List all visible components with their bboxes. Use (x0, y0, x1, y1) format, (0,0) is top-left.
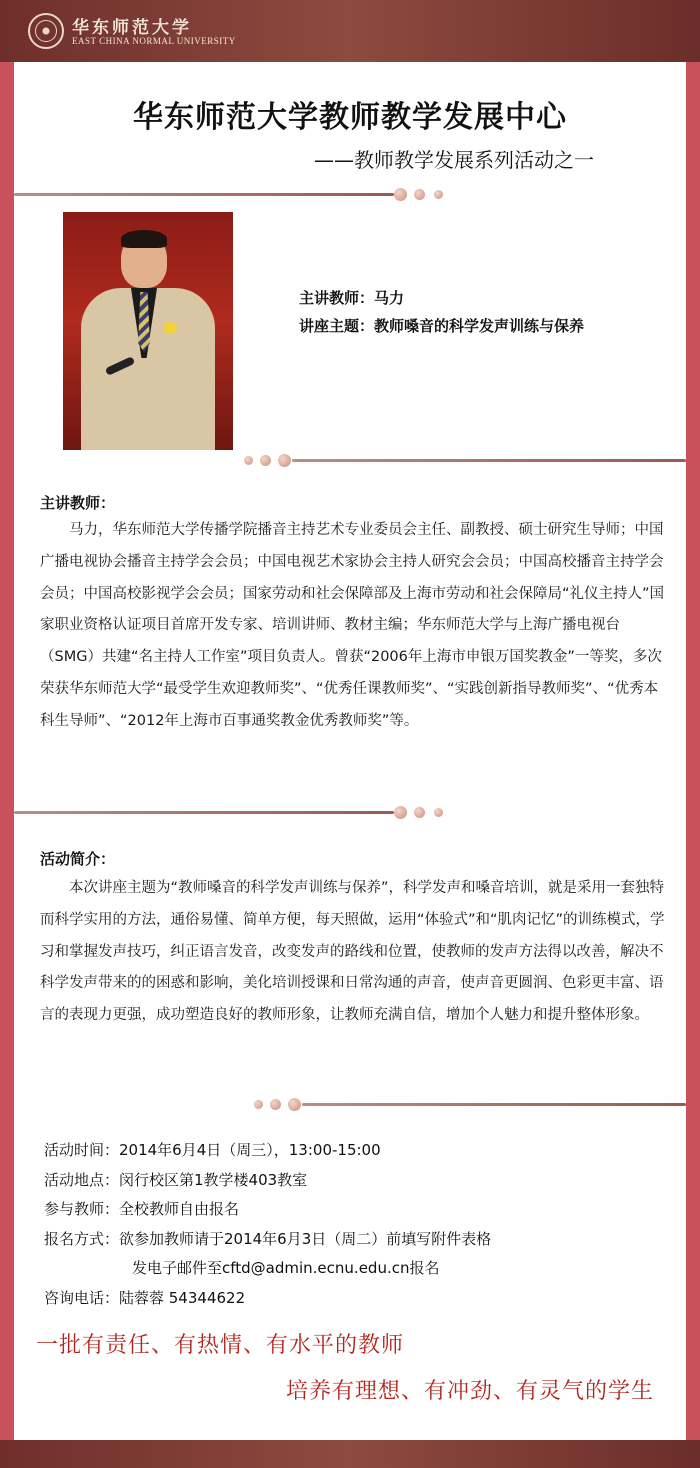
university-name-cn: 华东师范大学 (72, 18, 192, 38)
event-participants: 参与教师：全校教师自由报名 (44, 1200, 240, 1218)
university-name-en: EAST CHINA NORMAL UNIVERSITY (72, 36, 236, 46)
page-title: 华东师范大学教师教学发展中心 (133, 100, 567, 135)
university-seal-icon (28, 13, 64, 49)
bio-text: 马力，华东师范大学传播学院播音主持艺术专业委员会主任、副教授、硕士研究生导师；中国广播电视协会播音主持学会会员；中国电视艺术家协会主持人研究会会员；中国高校播音主持学会会员；中国高校影视学会会员；国家劳动和社会保障部及上海市劳动和社会保障局“礼仪主持人”国家职业资格认证项目首席开发专家、培训讲师、教材主编；华东师范大学与上海广播电视台（SMG）共建“名主持人工作室”项目负责人。曾获“2006年上海市申银万国奖教金”一等奖，多次荣获华东师范大学“最受学生欢迎教师奖”、“优秀任课教师奖”、“实践创新指导教师奖”、“优秀本科生导师”、“2012年上海市百事通奖教金优秀教师奖”等。 (40, 522, 665, 729)
slogan-teachers: 一批有责任、有热情、有水平的教师 (36, 1333, 405, 1358)
speaker-summary (299, 284, 584, 340)
speaker-photo (63, 212, 233, 450)
bio-heading: 主讲教师： (40, 494, 116, 512)
registration-email: 发电子邮件至cftd@admin.ecnu.edu.cn报名 (132, 1259, 440, 1277)
header-banner (0, 0, 700, 62)
registration-method: 报名方式：欲参加教师请于2014年6月3日（周二）前填写附件表格 (44, 1229, 492, 1248)
lecture-topic: 讲座主题：教师嗓音的科学发声训练与保养 (299, 317, 585, 335)
divider (14, 184, 664, 206)
event-details (44, 1136, 491, 1313)
intro-heading: 活动简介： (40, 850, 116, 868)
event-time: 活动时间：2014年6月4日（周三），13:00-15:00 (44, 1141, 381, 1159)
divider (244, 450, 686, 472)
speaker-name: 主讲教师：马力 (299, 289, 405, 307)
page-subtitle: ——教师教学发展系列活动之一 (314, 148, 594, 172)
poster-panel (14, 62, 686, 1440)
intro-text: 本次讲座主题为“教师嗓音的科学发声训练与保养”，科学发声和嗓音培训，就是采用一套独特而科学实用的方法，通俗易懂、简单方便，每天照做，运用“体验式”和“肌肉记忆”的训练模式，学习和掌握发声技巧，纠正语言发音，改变发声的路线和位置，使教师的发声方法得以改善，解决不科学发声带来的的困惑和影响，美化培训授课和日常沟通的声音，使声音更圆润、色彩更丰富、语言的表现力更强，成功塑造良好的教师形象，让教师充满自信，增加个人魅力和提升整体形象。 (40, 880, 665, 1024)
footer-banner (0, 1440, 700, 1468)
divider (14, 802, 664, 824)
contact-phone: 咨询电话：陆蓉蓉 54344622 (44, 1288, 246, 1307)
event-location: 活动地点：闵行校区第1教学楼403教室 (44, 1170, 308, 1189)
slogan-students: 培养有理想、有冲劲、有灵气的学生 (286, 1379, 655, 1404)
divider (254, 1094, 686, 1116)
